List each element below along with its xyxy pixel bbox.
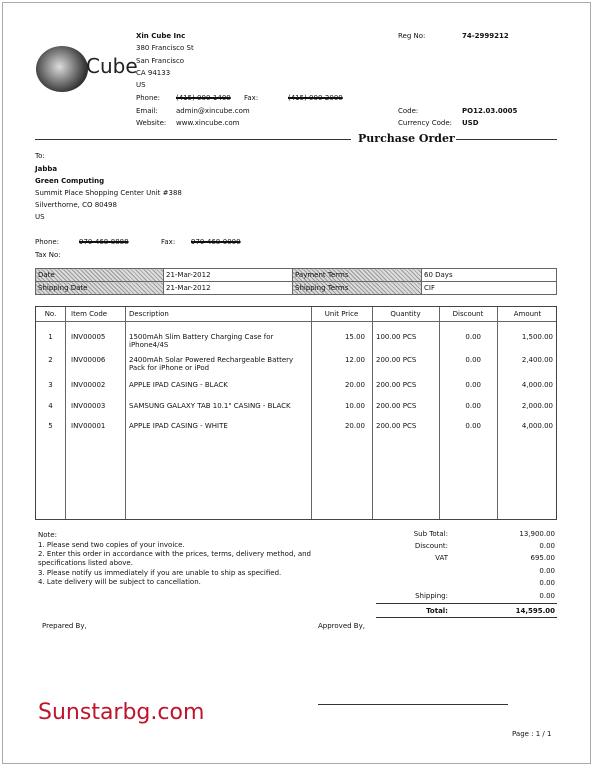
col-divider xyxy=(125,307,126,519)
discount-label: Discount: xyxy=(414,542,448,550)
shipping-date-label: Shipping Date xyxy=(36,282,164,295)
row-description: APPLE IPAD CASING - BLACK xyxy=(129,381,228,389)
to-company: Green Computing xyxy=(35,177,105,185)
row-unit-price: 20.00 xyxy=(344,422,365,430)
to-phone-label: Phone: xyxy=(35,238,60,246)
row-discount: 0.00 xyxy=(465,422,481,430)
approved-signature-line xyxy=(318,704,508,705)
col-divider xyxy=(65,307,66,519)
discount-value: 0.00 xyxy=(539,542,555,550)
row-no: 5 xyxy=(48,422,53,430)
row-discount: 0.00 xyxy=(465,356,481,364)
reg-value: 74-2999212 xyxy=(462,32,509,40)
shipping-terms-value: CIF xyxy=(422,282,557,295)
company-email-label: Email: xyxy=(136,107,158,115)
company-website-value: www.xincube.com xyxy=(176,119,240,127)
to-phone-value: 970-468-8888 xyxy=(79,238,129,246)
tax-label: Tax No: xyxy=(35,251,61,259)
row-amount: 4,000.00 xyxy=(521,422,553,430)
row-description-2: iPhone4/4S xyxy=(129,341,169,349)
row-item-code: INV00002 xyxy=(71,381,106,389)
company-fax-label: Fax: xyxy=(244,94,259,102)
company-logo xyxy=(36,46,88,92)
payment-terms-label: Payment Terms xyxy=(293,269,422,282)
company-name: Xin Cube Inc xyxy=(136,32,186,40)
items-table xyxy=(35,306,557,520)
row-quantity: 200.00 PCS xyxy=(376,422,417,430)
logo-text: Cube xyxy=(86,54,138,78)
payment-terms-value: 60 Days xyxy=(422,269,557,282)
note-line-3: 3. Please notify us immediately if you are unable to ship as specified. xyxy=(38,569,282,577)
header-description: Description xyxy=(129,310,169,318)
shipping-label: Shipping: xyxy=(415,592,448,600)
to-fax-value: 970-468-0000 xyxy=(191,238,241,246)
row-amount: 2,000.00 xyxy=(521,402,553,410)
currency-label: Currency Code: xyxy=(398,119,453,127)
vat-label: VAT xyxy=(435,554,448,562)
shipping-date-value: 21-Mar-2012 xyxy=(164,282,293,295)
header-quantity: Quantity xyxy=(390,310,421,318)
row-item-code: INV00003 xyxy=(71,402,106,410)
row-item-code: INV00001 xyxy=(71,422,106,430)
total-label: Total: xyxy=(426,607,448,615)
to-label: To: xyxy=(35,152,45,160)
row-no: 2 xyxy=(48,356,53,364)
order-info-table xyxy=(35,268,557,295)
row-no: 4 xyxy=(48,402,53,410)
shipping-value: 0.00 xyxy=(539,592,555,600)
company-email-value: admin@xincube.com xyxy=(176,107,250,115)
header-item-code: Item Code xyxy=(71,310,108,318)
title-rule-left xyxy=(35,139,351,140)
page-number: Page : 1 / 1 xyxy=(512,730,552,738)
watermark-text: Sunstarbg.com xyxy=(38,700,205,725)
company-website-label: Website: xyxy=(136,119,167,127)
note-line-2b: specifications listed above. xyxy=(38,559,133,567)
row-unit-price: 10.00 xyxy=(344,402,365,410)
header-no: No. xyxy=(44,310,57,318)
row-discount: 0.00 xyxy=(465,402,481,410)
row-discount: 0.00 xyxy=(465,381,481,389)
row-unit-price: 12.00 xyxy=(344,356,365,364)
row-description: 1500mAh Slim Battery Charging Case for xyxy=(129,333,274,341)
company-address-2: San Francisco xyxy=(136,57,185,65)
approved-by-label: Approved By, xyxy=(318,622,365,630)
row-unit-price: 20.00 xyxy=(344,381,365,389)
total-value: 14,595.00 xyxy=(515,607,555,615)
to-country: US xyxy=(35,213,45,221)
total-rule-top xyxy=(376,603,557,604)
company-address-1: 380 Francisco St xyxy=(136,44,194,52)
note-line-2: 2. Enter this order in accordance with the prices, terms, delivery method, and xyxy=(38,550,312,558)
row-quantity: 200.00 PCS xyxy=(376,356,417,364)
row-description: 2400mAh Solar Powered Rechargeable Battery xyxy=(129,356,294,364)
company-phone-label: Phone: xyxy=(136,94,161,102)
row-item-code: INV00006 xyxy=(71,356,106,364)
row-quantity: 200.00 PCS xyxy=(376,381,417,389)
row-quantity: 100.00 PCS xyxy=(376,333,417,341)
document-title: Purchase Order xyxy=(358,132,455,145)
row-description: APPLE IPAD CASING - WHITE xyxy=(129,422,228,430)
row-unit-price: 15.00 xyxy=(344,333,365,341)
row-quantity: 200.00 PCS xyxy=(376,402,417,410)
col-divider xyxy=(372,307,373,519)
company-address-3: CA 94133 xyxy=(136,69,171,77)
currency-value: USD xyxy=(462,119,479,127)
row-amount: 1,500.00 xyxy=(521,333,553,341)
company-phone-value: (415) 000-1400 xyxy=(176,94,231,102)
note-line-4: 4. Late delivery will be subject to cancellation. xyxy=(38,578,201,586)
extra-charge-value-2: 0.00 xyxy=(539,579,555,587)
total-rule-bottom xyxy=(376,617,557,618)
shipping-terms-label: Shipping Terms xyxy=(293,282,422,295)
code-value: PO12.03.0005 xyxy=(462,107,518,115)
to-fax-label: Fax: xyxy=(161,238,176,246)
date-value: 21-Mar-2012 xyxy=(164,269,293,282)
to-name: Jabba xyxy=(35,165,58,173)
header-amount: Amount xyxy=(513,310,542,318)
row-description: SAMSUNG GALAXY TAB 10.1" CASING - BLACK xyxy=(129,402,291,410)
to-address-2: Silverthorne, CO 80498 xyxy=(35,201,117,209)
date-label: Date xyxy=(36,269,164,282)
title-rule-right xyxy=(456,139,557,140)
subtotal-value: 13,900.00 xyxy=(519,530,555,538)
row-description-2: Pack for iPhone or iPod xyxy=(129,364,210,372)
note-label: Note: xyxy=(38,531,57,539)
prepared-by-label: Prepared By, xyxy=(42,622,87,630)
header-unit-price: Unit Price xyxy=(324,310,359,318)
subtotal-label: Sub Total: xyxy=(413,530,448,538)
row-amount: 2,400.00 xyxy=(521,356,553,364)
reg-label: Reg No: xyxy=(398,32,426,40)
company-country: US xyxy=(136,81,146,89)
note-line-1: 1. Please send two copies of your invoice. xyxy=(38,541,185,549)
code-label: Code: xyxy=(398,107,419,115)
vat-value: 695.00 xyxy=(530,554,555,562)
header-discount: Discount xyxy=(452,310,484,318)
row-discount: 0.00 xyxy=(465,333,481,341)
to-address-1: Summit Place Shopping Center Unit #388 xyxy=(35,189,182,197)
row-no: 3 xyxy=(48,381,53,389)
company-fax-value: (415) 000-2000 xyxy=(288,94,343,102)
row-item-code: INV00005 xyxy=(71,333,106,341)
row-amount: 4,000.00 xyxy=(521,381,553,389)
row-no: 1 xyxy=(48,333,53,341)
extra-charge-value-1: 0.00 xyxy=(539,567,555,575)
